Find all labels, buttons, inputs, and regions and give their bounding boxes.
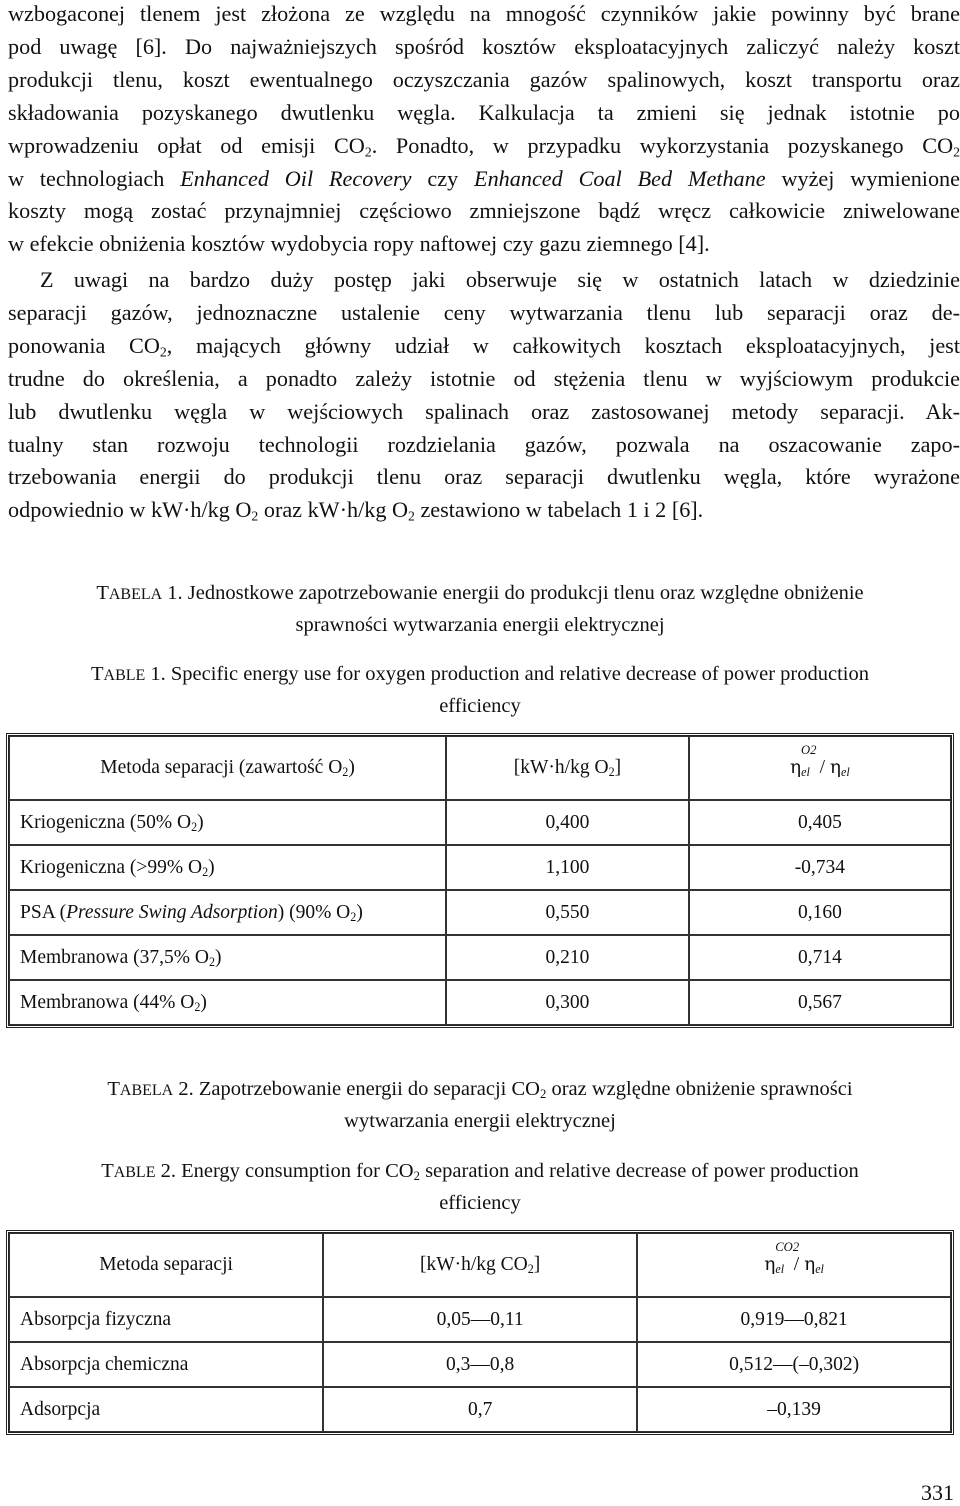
text-line: tualny stan rozwoju technologii rozdzielania gazów, pozwala na oszacowanie zapo- [8, 431, 960, 457]
cell-method: Membranowa (44% $O_2$) [9, 980, 446, 1025]
text-line: wzbogaconej tlenem jest złożona ze względu na mnogość czynników jakie powinny być brane [8, 1, 960, 26]
header-energy: [kW·h/kg $O_2$] [446, 736, 689, 800]
table-row [9, 1342, 951, 1387]
cell-method: Membranowa (37,5% $O_2$) [9, 935, 446, 980]
cell-energy: 0,210 [446, 935, 689, 980]
text-line: trudne do określenia, a ponadto zależy istotnie od stężenia tlenu w wyjściowym produkcie [8, 365, 960, 391]
table-row [9, 935, 951, 980]
cell-ratio: 0,714 [689, 935, 951, 980]
table-row [9, 980, 951, 1025]
text-line: lub dwutlenku węgla w wejściowych spalinach oraz zastosowanej metody separacji. Ak- [8, 398, 960, 424]
text-line: Z uwagi na bardzo duży postęp jaki obserwuje się w ostatnich latach w dziedzinie [40, 267, 960, 292]
cell-method: Adsorpcja [9, 1387, 323, 1432]
table2-caption-pl: TABELA 2. Zapotrzebowanie energii do separacji $CO_2$ oraz względne obniżenie sprawności wytwarzania energii elektrycznej [107, 1078, 853, 1132]
text-line: pod uwagę [6]. Do najważniejszych spośród kosztów eksploatacyjnych zaliczyć należy koszt [8, 33, 960, 59]
text-line: koszty mogą zostać przynajmniej częściowo zmniejszone bądź wręcz całkowicie zniwelowane [8, 198, 960, 224]
table-2 [6, 1230, 954, 1435]
table1-caption-en: TABLE 1. Specific energy use for oxygen production and relative decrease of power production efficiency [91, 663, 869, 717]
cell-method: Absorpcja chemiczna [9, 1342, 323, 1387]
text-line: wprowadzeniu opłat od emisji $CO_2$. Ponadto, w przypadku wykorzystania pozyskanego $CO_2$ [8, 132, 960, 160]
table-row [9, 890, 951, 935]
cell-energy: 1,100 [446, 845, 689, 890]
cell-method: PSA (Pressure Swing Adsorption) (90% $O_2$) [9, 890, 446, 935]
cell-energy: 0,300 [446, 980, 689, 1025]
header-efficiency-ratio: η O2 $_{el} / \eta_{el}$ [689, 736, 951, 800]
text-line: trzebowania energii do produkcji tlenu oraz separacji dwutlenku węgla, które wyrażone [8, 464, 960, 490]
cell-ratio: 0,160 [689, 890, 951, 935]
table-row [9, 1297, 951, 1342]
table2-caption-en: TABLE 2. Energy consumption for $CO_2$ separation and relative decrease of power production efficiency [101, 1160, 859, 1214]
text-line: odpowiednio w kW·h/kg $O_2$ oraz kW·h/kg $O_2$ zestawiono w tabelach 1 i 2 [6]. [8, 497, 704, 524]
cell-method: Kriogeniczna (>99% $O_2$) [9, 845, 446, 890]
body-paragraph-1 [8, 0, 960, 261]
table-header-row [9, 1233, 951, 1297]
cell-ratio: 0,512—(–0,302) [637, 1342, 951, 1387]
table-row [9, 1387, 951, 1432]
cell-ratio: 0,567 [689, 980, 951, 1025]
cell-energy: 0,7 [323, 1387, 637, 1432]
cell-ratio: 0,919—0,821 [637, 1297, 951, 1342]
table1-caption-pl: TABELA 1. Jednostkowe zapotrzebowanie energii do produkcji tlenu oraz względne obniżenie sprawności wytwarzania energii elektrycznej [96, 582, 864, 636]
text-line: w efekcie obniżenia kosztów wydobycia ropy naftowej czy gazu ziemnego [4]. [8, 231, 710, 257]
cell-method: Kriogeniczna (50% $O_2$) [9, 800, 446, 845]
text-line: separacji gazów, jednoznaczne ustalenie ceny wytwarzania tlenu lub separacji oraz de- [8, 299, 960, 325]
table-header-row [9, 736, 951, 800]
table-row [9, 845, 951, 890]
header-energy: [kW·h/kg $CO_2$] [323, 1233, 637, 1297]
cell-ratio: -0,734 [689, 845, 951, 890]
body-paragraph-2 [8, 264, 960, 527]
text-line: w technologiach Enhanced Oil Recovery czy Enhanced Coal Bed Methane wyżej wymienione [8, 165, 960, 191]
cell-ratio: –0,139 [637, 1387, 951, 1432]
table-row [9, 800, 951, 845]
text-line: składowania pozyskanego dwutlenku węgla. Kalkulacja ta zmieni się jednak istotnie po [8, 99, 960, 125]
header-method: Metoda separacji (zawartość $O_2$) [9, 736, 446, 800]
cell-ratio: 0,405 [689, 800, 951, 845]
cell-method: Absorpcja fizyczna [9, 1297, 323, 1342]
text-line: produkcji tlenu, koszt ewentualnego oczyszczania gazów spalinowych, koszt transportu oraz [8, 66, 960, 92]
cell-energy: 0,550 [446, 890, 689, 935]
table-1 [6, 733, 954, 1028]
cell-energy: 0,05—0,11 [323, 1297, 637, 1342]
cell-energy: 0,3—0,8 [323, 1342, 637, 1387]
cell-energy: 0,400 [446, 800, 689, 845]
page-number: 331 [921, 1480, 954, 1505]
header-method: Metoda separacji [9, 1233, 323, 1297]
text-line: ponowania $CO_2$, mających główny udział w całkowitych kosztach eksploatacyjnych, jest [8, 332, 960, 360]
header-efficiency-ratio: η CO2 $_{el} / \eta_{el}$ [637, 1233, 951, 1297]
